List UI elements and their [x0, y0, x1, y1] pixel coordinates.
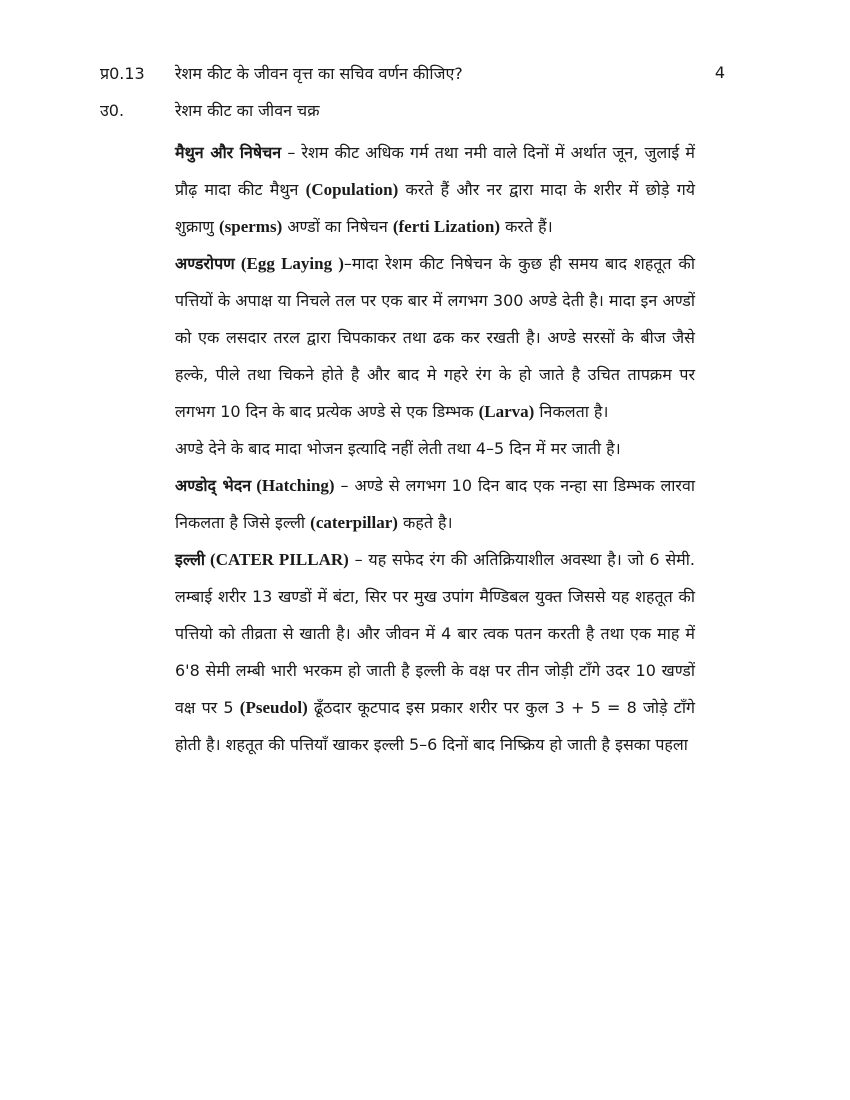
egg-laying-heading: अण्डरोपण: [175, 254, 235, 273]
hatching-heading: अण्डोद् भेदन: [175, 476, 252, 495]
mating-paragraph: मैथुन और निषेचन – रेशम कीट अधिक गर्म तथा नमी वाले दिनों में अर्थात जून, जुलाई में प्रौढ़ मादा कीट मैथुन (Copulation) करते हैं और नर द्वारा मादा के शरीर में छोड़े गये शुक्राणु (sperms) अण्डों का निषेचन (ferti Lization) करते हैं।: [175, 143, 695, 236]
answer-number: उ0.: [100, 101, 125, 120]
mating-heading: मैथुन और निषेचन: [175, 143, 282, 162]
answer-body: [175, 134, 695, 763]
after-laying-paragraph: अण्डे देने के बाद मादा भोजन इत्यादि नहीं लेती तथा 4–5 दिन में मर जाती है।: [175, 439, 621, 458]
caterpillar-heading: इल्ली: [175, 550, 206, 569]
question-text: रेशम कीट के जीवन वृत्त का सचिव वर्णन कीजिए?: [175, 64, 463, 83]
answer-title: रेशम कीट का जीवन चक्र: [175, 101, 320, 120]
egg-laying-paragraph: अण्डरोपण (Egg Laying )–मादा रेशम कीट निषेचन के कुछ ही समय बाद शहतूत की पत्तियों के अपाक्ष या निचले तल पर एक बार में लगभग 300 अण्डे देती है। मादा इन अण्डों को एक लसदार तरल द्वारा चिपकाकर तथा ढक कर रखती है। अण्डे सरसों के बीज जैसे हल्के, पीले तथा चिकने होते है और बाद मे गहरे रंग के हो जाते है उचित तापक्रम पर लगभग 10 दिन के बाद प्रत्येक अण्डे से एक डिम्भक (Larva) निकलता है।: [175, 254, 695, 421]
hatching-paragraph: अण्डोद् भेदन (Hatching) – अण्डे से लगभग 10 दिन बाद एक नन्हा सा डिम्भक लारवा निकलता है जिसे इल्ली (caterpillar) कहते है।: [175, 476, 696, 532]
question-number: प्र0.13: [100, 64, 145, 83]
caterpillar-paragraph: इल्ली (CATER PILLAR) – यह सफेद रंग की अतिक्रियाशील अवस्था है। जो 6 सेमी. लम्बाई शरीर 13 खण्डों में बंटा, सिर पर मुख उपांग मैण्डिबल युक्त जिससे यह शहतूत की पत्तियो को तीव्रता से खाती है। और जीवन में 4 बार त्वक पतन करती है तथा एक माह में 6'8 सेमी लम्बी भारी भरकम हो जाती है इल्ली के वक्ष पर तीन जोड़ी टाँगे उदर 10 खण्डों वक्ष पर 5 (Pseudol) ढूँठदार कूटपाद इस प्रकार शरीर पर कुल 3 + 5 = 8 जोड़े टाँगे होती है। शहतूत की पत्तियाँ खाकर इल्ली 5–6 दिनों बाद निष्क्रिय हो जाती है इसका पहला: [175, 550, 695, 754]
question-marks: 4: [714, 63, 725, 82]
